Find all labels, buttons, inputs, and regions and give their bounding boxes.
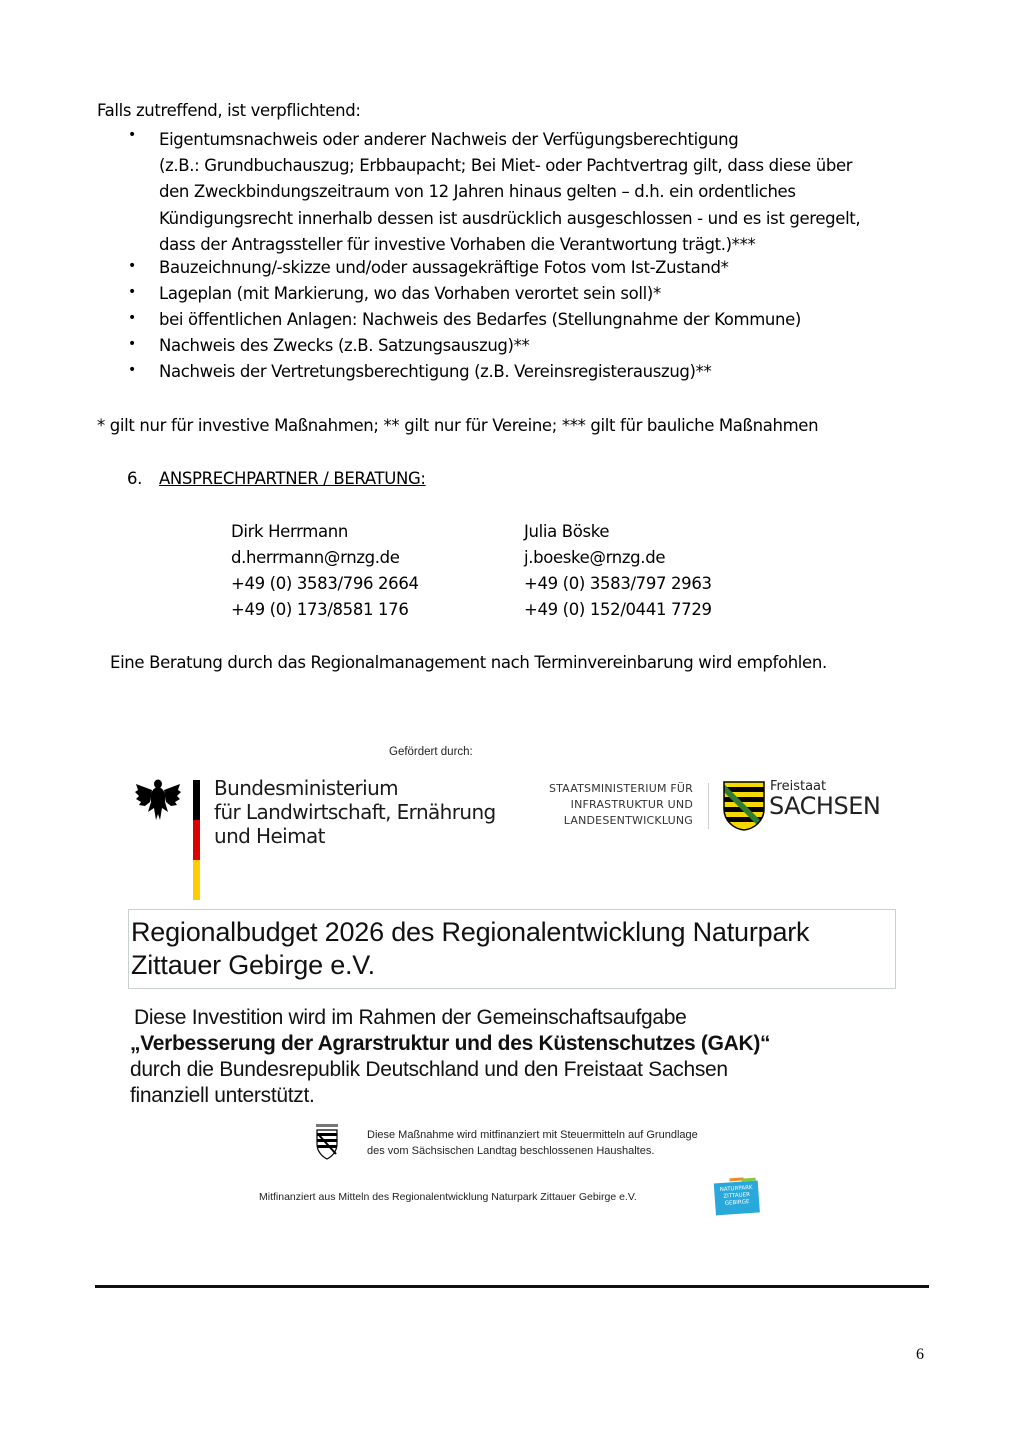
- contact-name: Julia Böske: [524, 522, 610, 541]
- naturpark-logo: [709, 1176, 762, 1224]
- list-item-line: dass der Antragssteller für investive Vorhaben die Verantwortung trägt.)***: [159, 234, 756, 254]
- cofinance-text: Mitfinanziert aus Mitteln des Regionalentwicklung Naturpark Zittauer Gebirge e.V.: [259, 1191, 637, 1203]
- smil-line: INFRASTRUKTUR UND: [570, 798, 693, 811]
- requirements-intro: Falls zutreffend, ist verpflichtend:: [97, 101, 361, 120]
- contact-mobile: +49 (0) 152/0441 7729: [524, 600, 712, 619]
- contact-card: [231, 522, 419, 626]
- funding-label: Gefördert durch:: [389, 746, 473, 758]
- flag-stripe-gold: [193, 860, 200, 900]
- list-item-line: Eigentumsnachweis oder anderer Nachweis der Verfügungsberechtigung: [159, 130, 739, 149]
- sachsen-landtag-icon: [316, 1124, 338, 1160]
- advice-text: Eine Beratung durch das Regionalmanagement nach Terminvereinbarung wird empfohlen.: [110, 653, 827, 672]
- list-item-line: (z.B.: Grundbuchauszug; Erbbaupacht; Bei Miet- oder Pachtvertrag gilt, dass diese über: [159, 156, 853, 176]
- list-item-line: den Zweckbindungszeitraum von 12 Jahren hinaus gelten – d.h. ein ordentliches: [159, 182, 796, 202]
- gak-line: finanziell unterstützt.: [130, 1084, 315, 1107]
- contact-mobile: +49 (0) 173/8581 176: [231, 600, 409, 619]
- bullet-icon: •: [128, 336, 136, 352]
- naturpark-logo-box: [714, 1180, 760, 1215]
- regionalbudget-line: Zittauer Gebirge e.V.: [131, 950, 375, 980]
- section-heading: ANSPRECHPARTNER / BERATUNG:: [159, 469, 426, 488]
- smil-line: LANDESENTWICKLUNG: [563, 814, 693, 827]
- bmel-logo-text: [214, 776, 496, 848]
- logo-divider: [708, 783, 709, 829]
- landtag-line: Diese Maßnahme wird mitfinanziert mit Steuermitteln auf Grundlage: [367, 1129, 698, 1141]
- federal-eagle-icon: [134, 776, 182, 824]
- page-number: 6: [916, 1346, 924, 1363]
- bullet-icon: •: [128, 258, 136, 274]
- gak-line: durch die Bundesrepublik Deutschland und den Freistaat Sachsen: [130, 1058, 728, 1081]
- bmel-line: und Heimat: [214, 824, 325, 848]
- smil-line: STAATSMINISTERIUM FÜR: [548, 782, 693, 795]
- landtag-line: des vom Sächsischen Landtag beschlossenen Haushaltes.: [367, 1144, 655, 1157]
- sachsen-large-text: SACHSEN: [769, 792, 881, 820]
- flag-stripe-red: [193, 820, 200, 860]
- sachsen-small-text: Freistaat: [770, 779, 827, 794]
- contact-name: Dirk Herrmann: [231, 522, 348, 541]
- regionalbudget-title: [131, 916, 809, 982]
- bullet-icon: •: [128, 310, 136, 326]
- flag-stripe-black: [193, 780, 200, 820]
- bullet-icon: •: [128, 284, 136, 300]
- section-number: 6.: [127, 469, 143, 488]
- gak-line-bold: „Verbesserung der Agrarstruktur und des Küstenschutzes (GAK)“: [130, 1032, 771, 1055]
- contact-card: [524, 522, 712, 626]
- bullet-icon: •: [128, 362, 136, 378]
- list-item-text: bei öffentlichen Anlagen: Nachweis des Bedarfes (Stellungnahme der Kommune): [159, 310, 802, 329]
- bmel-line: für Landwirtschaft, Ernährung: [214, 800, 496, 824]
- contact-phone: +49 (0) 3583/796 2664: [231, 574, 419, 593]
- footer-rule: [95, 1285, 929, 1288]
- contact-phone: +49 (0) 3583/797 2963: [524, 574, 712, 593]
- logo-line: GEBIRGE: [724, 1199, 750, 1207]
- logo-line: NATURPARK: [719, 1184, 753, 1194]
- contact-email[interactable]: d.herrmann@rnzg.de: [231, 548, 400, 567]
- regionalbudget-line: Regionalbudget 2026 des Regionalentwicklung Naturpark: [131, 917, 810, 947]
- footnote: * gilt nur für investive Maßnahmen; ** gilt nur für Vereine; *** gilt für bauliche Maßnahmen: [97, 416, 819, 435]
- smil-logo-text: [520, 781, 693, 829]
- list-item-line: Kündigungsrecht innerhalb dessen ist ausdrücklich ausgeschlossen - und es ist geregelt,: [159, 208, 861, 228]
- list-item-text: Nachweis des Zwecks (z.B. Satzungsauszug)**: [159, 336, 530, 355]
- list-item-text: Nachweis der Vertretungsberechtigung (z.B. Vereinsregisterauszug)**: [159, 362, 712, 381]
- sachsen-coat-of-arms-icon: [723, 781, 765, 831]
- logo-line: ZITTAUER: [723, 1192, 751, 1200]
- bmel-line: Bundesministerium: [214, 776, 399, 800]
- contact-email[interactable]: j.boeske@rnzg.de: [524, 548, 666, 567]
- list-item-text: Bauzeichnung/-skizze und/oder aussagekräftige Fotos vom Ist-Zustand*: [159, 258, 729, 277]
- gak-line: Diese Investition wird im Rahmen der Gemeinschaftsaufgabe: [134, 1006, 687, 1029]
- bullet-icon: •: [128, 127, 136, 143]
- landtag-notice: [367, 1128, 698, 1159]
- gak-statement: [130, 1005, 770, 1109]
- list-item-text: Lageplan (mit Markierung, wo das Vorhaben verortet sein soll)*: [159, 284, 661, 303]
